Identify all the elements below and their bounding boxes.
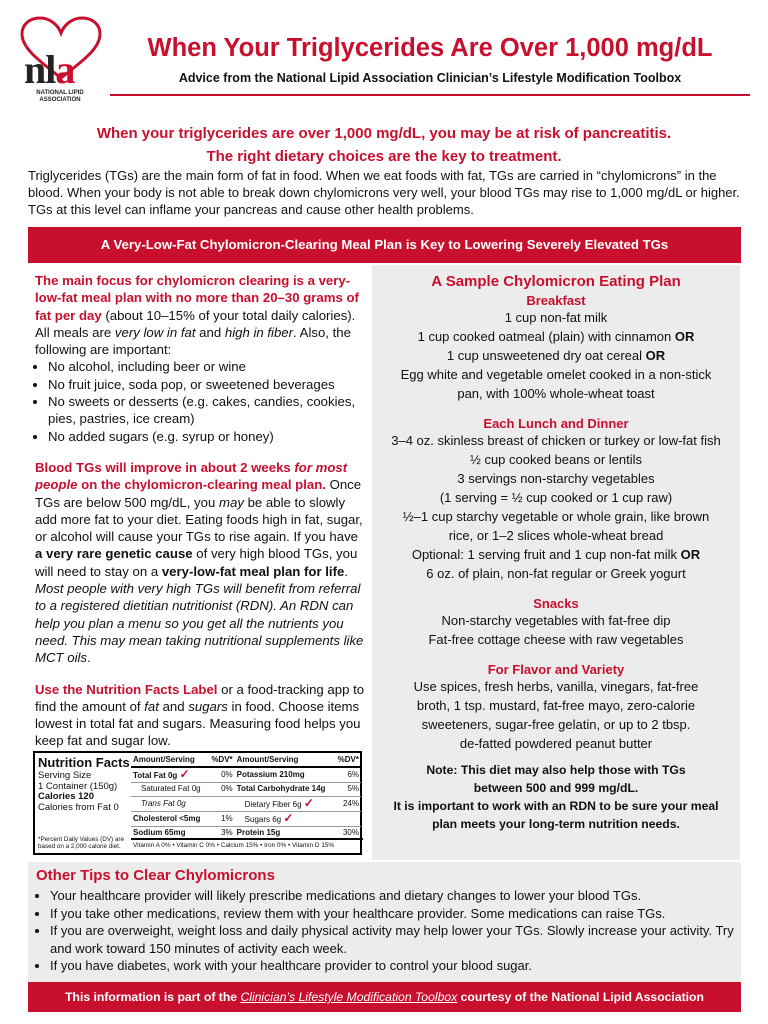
section-banner: A Very-Low-Fat Chylomicron-Clearing Meal Plan is Key to Lowering Severely Elevated TGs xyxy=(28,227,741,263)
table-row: Saturated Fat 0g 0% Total Carbohydrate 14g 5% xyxy=(131,783,361,796)
list-item: ½–1 cup starchy vegetable or whole grain, like brown xyxy=(402,509,710,524)
check-icon: ✓ xyxy=(283,810,294,825)
footer-text: courtesy of the National Lipid Association xyxy=(457,990,704,1004)
logo-caption: NATIONAL LIPID ASSOCIATION xyxy=(36,90,84,103)
check-icon: ✓ xyxy=(179,767,190,782)
note-line: It is important to work with an RDN to be sure your meal xyxy=(393,799,719,813)
list-item: • No sweets or desserts (e.g. cakes, candies, cookies, pies, pastries, ice cream) xyxy=(48,393,365,428)
table-row: Trans Fat 0g Dietary Fiber 6g ✓ 24% xyxy=(131,796,361,811)
toolbox-link[interactable]: Clinician’s Lifestyle Modification Toolbox xyxy=(240,990,458,1004)
table-row: Cholesterol <5mg 1% Sugars 6g ✓ xyxy=(131,811,361,826)
nutrition-summary xyxy=(38,755,132,813)
vitamin-line: Vitamin A 0% • Vitamin C 0% • Calcium 15% • Iron 0% • Vitamin D 15% xyxy=(131,838,363,852)
list-item: pan, with 100% whole-wheat toast xyxy=(457,386,655,401)
list-item: rice, or 1–2 slices whole-wheat bread xyxy=(448,528,664,543)
list-item: 1 cup cooked oatmeal (plain) with cinnamon OR xyxy=(417,329,695,344)
table-row: Total Fat 0g ✓ 0% Potassium 210mg 6% xyxy=(133,767,359,782)
list-item: (1 serving = ½ cup cooked or 1 cup raw) xyxy=(439,490,673,505)
list-item: Use spices, fresh herbs, vanilla, vinegars, fat-free xyxy=(413,679,699,694)
nutrition-facts-label xyxy=(33,751,362,855)
lunch-heading: Each Lunch and Dinner xyxy=(483,416,629,431)
footer-text: This information is part of the xyxy=(65,990,241,1004)
list-item: Fat-free cottage cheese with raw vegetables xyxy=(428,632,684,647)
note-line: between 500 and 999 mg/dL. xyxy=(473,781,639,795)
flavor-heading: For Flavor and Variety xyxy=(487,662,625,677)
list-item: • No added sugars (e.g. syrup or honey) xyxy=(48,428,365,445)
column-header: Amount/Serving xyxy=(131,754,208,767)
tips-panel xyxy=(28,862,741,982)
list-item: • If you are overweight, weight loss and daily physical activity may help lower your TGs. Slowly increase your activity. Try and work toward 150 minutes of activity each week. xyxy=(50,922,750,957)
nutrition-table xyxy=(131,754,361,839)
warning-text xyxy=(0,122,768,168)
breakfast-list xyxy=(372,308,740,403)
column-header: %DV* xyxy=(208,754,235,767)
check-icon: ✓ xyxy=(303,795,314,810)
label-paragraph: Use the Nutrition Facts Label or a food-tracking app to find the amount of fat and sugars in food. Choose items lowest in total fat and sugars. Measuring food helps you keep fat and sugar low. xyxy=(35,681,365,749)
list-item: 1 cup unsweetened dry oat cereal OR xyxy=(446,348,666,363)
list-item: broth, 1 tsp. mustard, fat-free mayo, zero-calorie xyxy=(416,698,696,713)
nla-logo xyxy=(18,16,104,106)
list-item: Egg white and vegetable omelet cooked in a non-stick xyxy=(400,367,712,382)
list-item: • No fruit juice, soda pop, or sweetened beverages xyxy=(48,376,365,393)
list-item: 3 servings non-starchy vegetables xyxy=(457,471,655,486)
intro-paragraph: Triglycerides (TGs) are the main form of fat in food. When we eat foods with fat, TGs are carried in “chylomicrons” in the blood. When your body is not able to break down chylomicrons very well, your blood TGs may rise to 1,000 mg/dL or higher. TGs at this level can inflame your pancreas and cause other health problems. xyxy=(28,168,740,217)
footer-banner xyxy=(28,982,741,1012)
breakfast-heading: Breakfast xyxy=(526,293,586,308)
warning-line-2: The right dietary choices are the key to treatment. xyxy=(206,148,562,165)
left-column xyxy=(35,272,365,750)
snacks-heading: Snacks xyxy=(533,596,579,611)
header-rule xyxy=(110,94,750,96)
list-item: • Your healthcare provider will likely prescribe medications and dietary changes to lower your blood TGs. xyxy=(50,887,750,905)
list-item: 6 oz. of plain, non-fat regular or Greek yogurt xyxy=(426,566,686,581)
page-subtitle: Advice from the National Lipid Association Clinician’s Lifestyle Modification Toolbox xyxy=(178,71,682,85)
note-line: plan meets your long-term nutrition needs. xyxy=(432,817,680,831)
note-line: Note: This diet may also help those with TGs xyxy=(426,763,686,777)
warning-line-1: When your triglycerides are over 1,000 mg/dL, you may be at risk of pancreatitis. xyxy=(96,125,672,142)
plan-title: A Sample Chylomicron Eating Plan xyxy=(431,273,681,290)
tips-list xyxy=(36,887,750,975)
lunch-list xyxy=(372,431,740,583)
plan-note xyxy=(372,761,740,833)
tips-title: Other Tips to Clear Chylomicrons xyxy=(36,867,275,884)
column-header: %DV* xyxy=(334,754,361,767)
list-item: sweeteners, sugar-free gelatin, or up to 2 tbsp. xyxy=(421,717,691,732)
list-item: 1 cup non-fat milk xyxy=(504,310,608,325)
list-item: • If you have diabetes, work with your healthcare provider to control your blood sugar. xyxy=(50,957,750,975)
list-item: de-fatted powdered peanut butter xyxy=(459,736,653,751)
serving-size: Serving Size xyxy=(38,770,92,781)
calories-from-fat: Calories from Fat 0 xyxy=(38,801,119,813)
improvement-paragraph: Blood TGs will improve in about 2 weeks for most people on the chylomicron-clearing meal plan. Once TGs are below 500 mg/dL, you may be able to slowly add more fat to your diet. Eating foods high in fat, sugar, or alcohol will cause your TGs to rise again. If you have a very rare genetic cause of very high blood TGs, you will need to stay on a very-low-fat meal plan for life. Most people with very high TGs will benefit from referral to a registered dietitian nutritionist (RDN). An RDN can help you plan a menu so you get all the nutrients you need. This may mean taking nutritional supplements like MCT oils. xyxy=(35,459,364,666)
column-header: Amount/Serving xyxy=(235,754,334,767)
restriction-list xyxy=(35,358,365,444)
nutrition-footnote: *Percent Daily Values (DV) are based on a 2,000 calorie diet. xyxy=(38,835,124,851)
list-item: • No alcohol, including beer or wine xyxy=(48,358,365,375)
sample-plan-panel xyxy=(372,265,740,860)
list-item: Optional: 1 serving fruit and 1 cup non-fat milk OR xyxy=(411,547,701,562)
serving-value: 1 Container (150g) xyxy=(38,780,118,792)
list-item: Non-starchy vegetables with fat-free dip xyxy=(441,613,671,628)
fat-focus-paragraph: The main focus for chylomicron clearing is a very-low-fat meal plan with no more than 20–30 grams of fat per day (about 10–15% of your total daily calories). All meals are very low in fat and high in fiber. Also, the following are important: xyxy=(35,273,359,358)
page-title: When Your Triglycerides Are Over 1,000 mg/dL xyxy=(147,34,713,62)
calories: Calories 120 xyxy=(38,791,94,802)
logo-mark: nla xyxy=(24,47,75,92)
table-row: Sodium 65mg 3% Protein 15g 30% xyxy=(131,827,361,840)
list-item: ½ cup cooked beans or lentils xyxy=(470,452,642,467)
list-item: 3–4 oz. skinless breast of chicken or turkey or low-fat fish xyxy=(391,433,721,448)
list-item: • If you take other medications, review them with your healthcare provider. Some medications can raise TGs. xyxy=(50,905,750,923)
nutrition-heading: Nutrition Facts xyxy=(38,755,130,770)
